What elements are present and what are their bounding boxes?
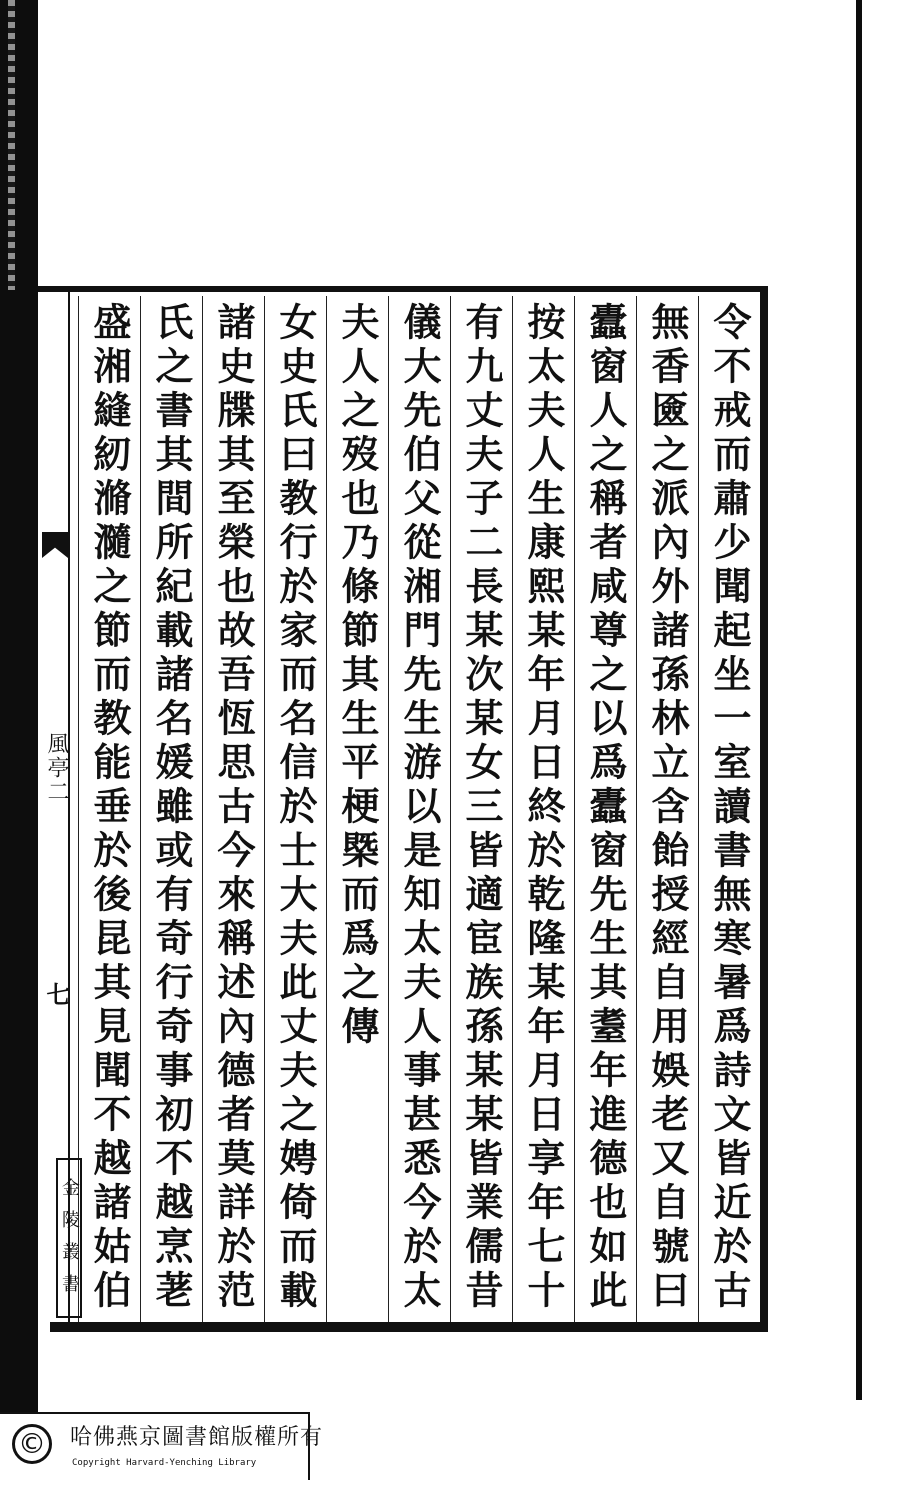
text-column-2: 無香匳之派內外諸孫林立含飴授經自用娛老又自號曰 — [636, 296, 698, 1322]
text-column-4: 按太夫人生康熙某年月日終於乾隆某年月日享年七十 — [512, 296, 574, 1322]
right-border — [760, 286, 768, 1332]
text-column-7: 夫人之歿也乃條節其生平梗槩而爲之傳 — [326, 296, 388, 1322]
text-column-11: 盛湘縫紉滫瀡之節而教能垂於後昆其見聞不越諸姑伯 — [78, 296, 140, 1322]
text-column-8: 女史氏曰教行於家而名信於士大夫此丈夫之娉倚而載 — [264, 296, 326, 1322]
copyright-english: Copyright Harvard-Yenching Library — [72, 1458, 257, 1468]
book-spine — [0, 0, 38, 1415]
text-column-9: 諸史牒其至榮也故吾恆思古今來稱述內德者莫詳於范 — [202, 296, 264, 1322]
text-column-10: 氏之書其間所紀載諸名媛雖或有奇行奇事初不越烹荖 — [140, 296, 202, 1322]
fishtail-mark-icon — [42, 532, 68, 558]
fold-title: 風亭二 — [44, 732, 69, 804]
copyright-stamp — [0, 1412, 324, 1480]
publisher-label: 金陵叢書 — [56, 1158, 82, 1318]
page-edge — [856, 0, 862, 1400]
copyright-icon: © — [12, 1424, 52, 1464]
fold-page-number: 七 — [42, 982, 71, 1006]
text-column-5: 有九丈夫子二長某次某女三皆適宦族孫某某皆業儒昔 — [450, 296, 512, 1322]
copyright-chinese: 哈佛燕京圖書館版權所有 — [70, 1425, 324, 1450]
text-columns — [70, 296, 760, 1322]
text-column-3: 蠹窗人之稱者咸尊之以爲蠹窗先生其耋年進德也如此 — [574, 296, 636, 1322]
bottom-border — [50, 1322, 768, 1332]
spine-texture — [8, 0, 15, 290]
text-column-6: 儀大先伯父從湘門先生游以是知太夫人事甚悉今於太 — [388, 296, 450, 1322]
text-column-1: 令不戒而肅少聞起坐一室讀書無寒暑爲詩文皆近於古 — [698, 296, 760, 1322]
page-frame — [38, 286, 768, 1344]
top-border — [38, 286, 768, 292]
